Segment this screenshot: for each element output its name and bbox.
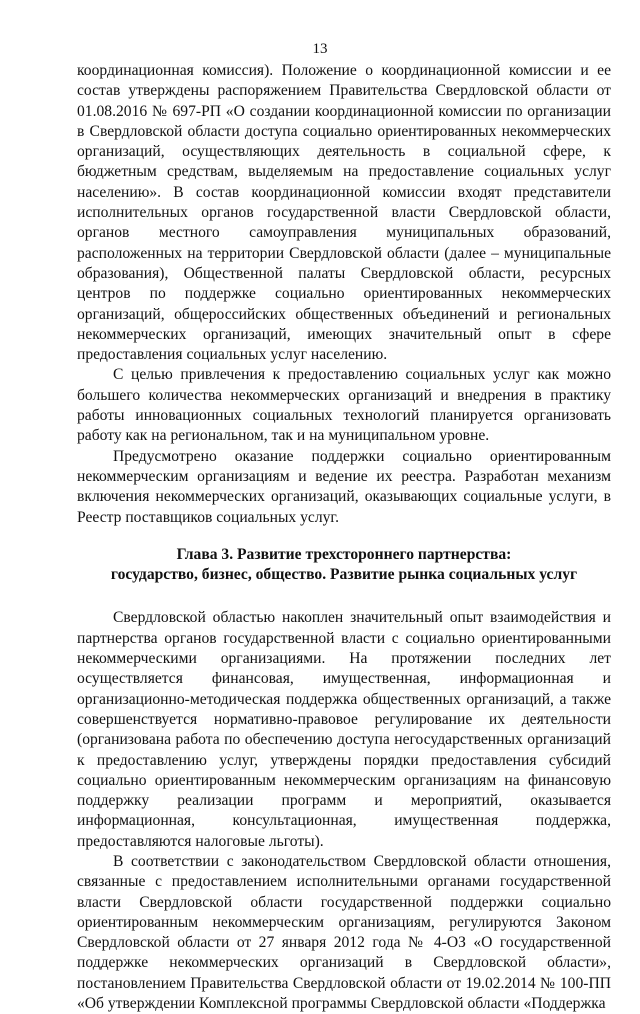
paragraph-legislation: В соответствии с законодательством Свердловской области отношения, связанные с предоставлением исполнительными органами государственной власти Свердловской области государственной поддержки социально ориентированным некоммерческим организациям, регулируются Законом Свердловской области от 27 января 2012 года № 4-ОЗ «О государственной поддержке некоммерческих организаций в Свердловской области», постановлением Правительства Свердловской области от 19.02.2014 № 100-ПП «Об утверждении Комплексной программы Свердловской области «Поддержка <box>77 852 611 1013</box>
paragraph-experience: Свердловской областью накоплен значительный опыт взаимодействия и партнерства органов государственной власти с социально ориентированными некоммерческими организациями. На протяжении последних лет осуществляется финансовая, имущественная, информационная и организационно-методическая поддержка общественных организаций, а также совершенствуется нормативно-правовое регулирование их деятельности (организована работа по обеспечению доступа негосударственных организаций к предоставлению услуг, утверждены порядки предоставления субсидий социально ориентированным некоммерческим организациям на финансовую поддержку реализации программ и мероприятий, оказывается информационная, консультационная, имущественная поддержка, предоставляются налоговые льготы). <box>77 609 611 850</box>
paragraph-coordination-commission: координационная комиссия). Положение о координационной комиссии и ее состав утверждены распоряжением Правительства Свердловской области от 01.08.2016 № 697-РП «О создании координационной комиссии по организации в Свердловской области доступа социально ориентированных некоммерческих организаций, осуществляющих деятельность в социальной сфере, к бюджетным средствам, выделяемым на предоставление социальных услуг населению». В состав координационной комиссии входят представители исполнительных органов государственной власти Свердловской области, органов местного самоуправления муниципальных образований, расположенных на территории Свердловской области (далее – муниципальные образования), Общественной палаты Свердловской области, ресурсных центров по поддержке социально ориентированных некоммерческих организаций, общероссийских общественных объединений и региональных некоммерческих организаций, имеющих значительный опыт в сфере предоставления социальных услуг населению. <box>77 62 611 364</box>
document-body <box>77 61 611 1014</box>
chapter-heading-line-2: государство, бизнес, общество. Развитие рынка социальных услуг <box>110 566 578 584</box>
paragraph-support-registry: Предусмотрено оказание поддержки социально ориентированным некоммерческим организациям и ведение их реестра. Разработан механизм включения некоммерческих организаций, оказывающих социальные услуги, в Реестр поставщиков социальных услуг. <box>77 447 611 526</box>
page-number: 13 <box>312 41 328 57</box>
paragraph-attracting-nko: С целью привлечения к предоставлению социальных услуг как можно большего количества некоммерческих организаций и внедрения в практику работы инновационных социальных технологий планируется организовать работу как на региональном, так и на муниципальном уровне. <box>77 366 611 445</box>
chapter-heading <box>77 545 611 586</box>
chapter-heading-line-1: Глава 3. Развитие трехстороннего партнерства: <box>176 545 512 563</box>
